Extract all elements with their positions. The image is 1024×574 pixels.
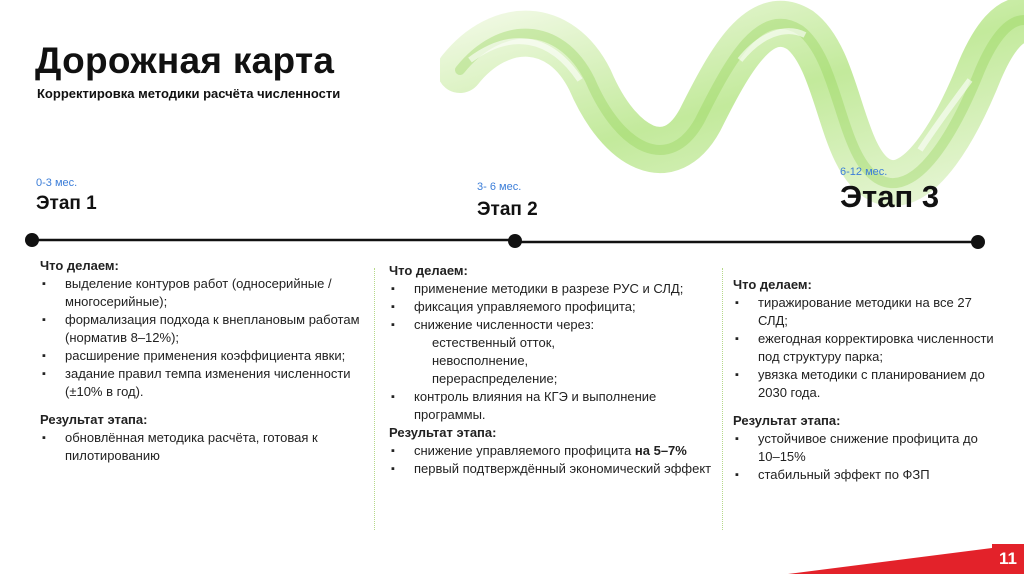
stage-1-what-list xyxy=(40,275,365,401)
list-item: ▪ первый подтверждённый экономический эффект xyxy=(389,460,715,478)
list-item: ▪ ежегодная корректировка численности под структуру парка; xyxy=(733,330,995,366)
list-item: ▪ снижение численности через: xyxy=(389,316,715,334)
corner-accent xyxy=(788,548,992,574)
list-item: ▪ стабильный эффект по ФЗП xyxy=(733,466,995,484)
column-divider xyxy=(374,268,375,530)
list-item: ▪ тиражирование методики на все 27 СЛД; xyxy=(733,294,995,330)
list-item: ▪ расширение применения коэффициента явки; xyxy=(40,347,365,365)
stage-3-column xyxy=(733,276,995,484)
stage-1-what-label: Что делаем: xyxy=(40,258,119,273)
result-text: снижение управляемого профицита xyxy=(414,443,635,458)
timeline-marker-3 xyxy=(971,235,985,249)
list-item: ▪ контроль влияния на КГЭ и выполнение программы. xyxy=(389,388,715,424)
list-subitem: естественный отток, xyxy=(432,335,556,350)
stage-3-result-label: Результат этапа: xyxy=(733,413,841,428)
stage-3-what-list xyxy=(733,294,995,402)
list-item xyxy=(389,442,715,460)
list-item: ▪ обновлённая методика расчёта, готовая к пилотированию xyxy=(40,429,365,465)
stage-1-period: 0-3 мес. xyxy=(36,177,78,189)
list-item: ▪ увязка методики с планированием до 2030 года. xyxy=(733,366,995,402)
page-number: 11 xyxy=(992,544,1024,574)
page-title: Дорожная карта xyxy=(35,40,335,81)
timeline-marker-1 xyxy=(25,233,39,247)
stage-2-column xyxy=(389,262,715,478)
stage-1-column xyxy=(40,257,365,465)
stage-3-period: 6-12 мес. xyxy=(840,166,888,178)
stage-3-result-list xyxy=(733,430,995,484)
stage-2-name: Этап 2 xyxy=(477,199,538,220)
timeline-marker-2 xyxy=(508,234,522,248)
column-divider xyxy=(722,268,723,530)
list-item: ▪ формализация подхода к внеплановым работам (норматив 8–12%); xyxy=(40,311,365,347)
stage-2-what-label: Что делаем: xyxy=(389,263,468,278)
stage-3-what-label: Что делаем: xyxy=(733,277,812,292)
stage-1-name: Этап 1 xyxy=(36,193,97,214)
stage-1-result-list xyxy=(40,429,365,465)
stage-1-result-label: Результат этапа: xyxy=(40,412,148,427)
stage-2-what-list xyxy=(389,280,715,424)
list-item: ▪ фиксация управляемого профицита; xyxy=(389,298,715,316)
stage-3-name: Этап 3 xyxy=(840,179,940,214)
list-item: ▪ устойчивое снижение профицита до 10–15% xyxy=(733,430,995,466)
stage-2-result-list xyxy=(389,442,715,478)
list-item: ▪ задание правил темпа изменения численности (±10% в год). xyxy=(40,365,365,401)
result-highlight: на 5–7% xyxy=(634,443,687,458)
list-subitem: невосполнение, xyxy=(432,353,529,368)
list-item: ▪ применение методики в разрезе РУС и СЛД; xyxy=(389,280,715,298)
stage-2-period: 3- 6 мес. xyxy=(477,181,522,193)
page-subtitle: Корректировка методики расчёта численности xyxy=(37,86,341,101)
stage-2-result-label: Результат этапа: xyxy=(389,425,497,440)
list-item: ▪ выделение контуров работ (односерийные / многосерийные); xyxy=(40,275,365,311)
list-subitem: перераспределение; xyxy=(432,371,558,386)
